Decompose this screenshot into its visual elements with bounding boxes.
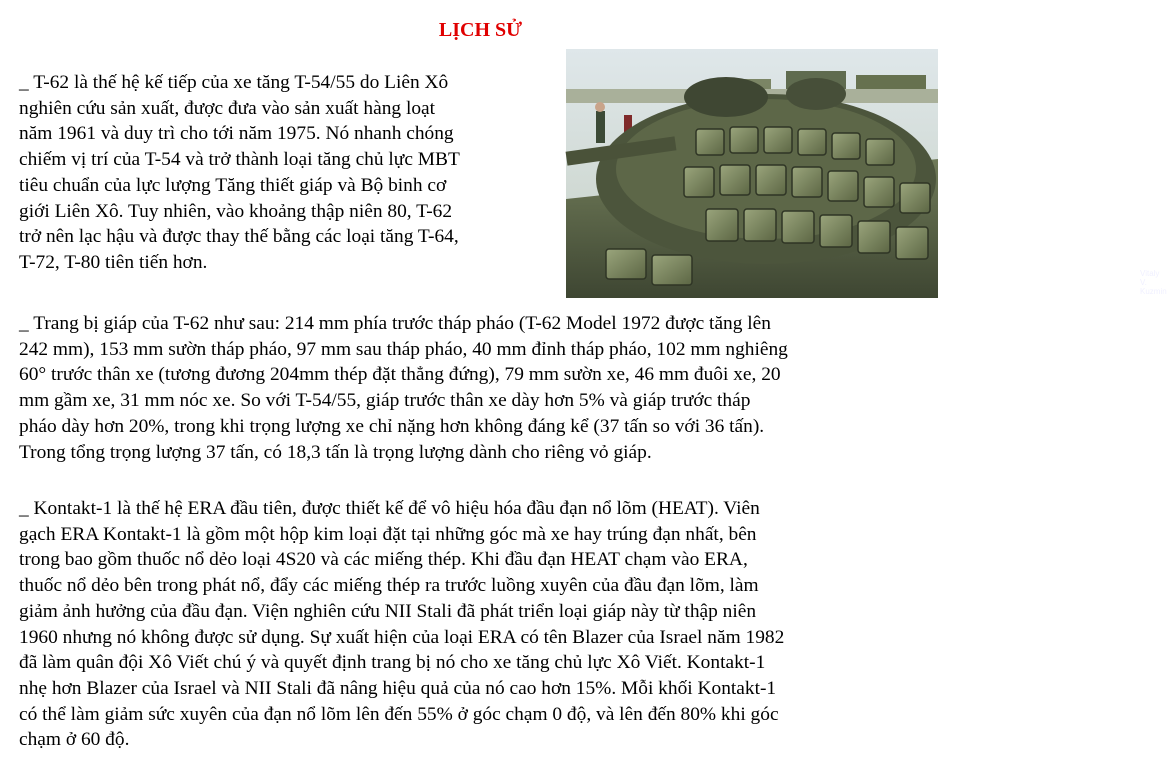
paragraph-kontakt <box>19 496 784 753</box>
text-line: pháo dày hơn 20%, trong khi trọng lượng xe chỉ nặng hơn không đáng kể (37 tấn so với 36 tấn). <box>19 415 765 437</box>
text-line: mm gầm xe, 31 mm nóc xe. So với T-54/55, giáp trước thân xe dày hơn 5% và giáp trước tháp <box>19 390 751 412</box>
text-line: trong bao gồm thuốc nổ dẻo loại 4S20 và các miếng thép. Khi đầu đạn HEAT chạm vào ERA, <box>19 549 748 571</box>
text-line: _ Kontakt-1 là thế hệ ERA đầu tiên, được thiết kế để vô hiệu hóa đầu đạn nổ lõm (HEAT). Viên <box>19 498 760 519</box>
text-line: thuốc nổ dẻo bên trong phát nổ, đẩy các miếng thép ra trước luồng xuyên của đầu đạn lõm, làm <box>19 575 759 597</box>
tank-turret-photo <box>566 49 1167 298</box>
paragraph-armor <box>19 311 788 465</box>
text-line: _ Trang bị giáp của T-62 như sau: 214 mm phía trước tháp pháo (T-62 Model 1972 được tăng lên <box>19 313 771 334</box>
paragraph-history <box>19 70 460 276</box>
text-line: nghiên cứu sản xuất, được đưa vào sản xuất hàng loạt <box>19 97 436 119</box>
text-line: T-72, T-80 tiên tiến hơn. <box>19 251 208 273</box>
text-line: 242 mm), 153 mm sườn tháp pháo, 97 mm sau tháp pháo, 40 mm đỉnh tháp pháo, 102 mm nghiêng <box>19 338 788 360</box>
text-line: có thể làm giảm sức xuyên của đạn nổ lõm lên đến 55% ở góc chạm 0 độ, và lên đến 80% khi góc <box>19 703 779 725</box>
text-line: giảm ảnh hưởng của đầu đạn. Viện nghiên cứu NII Stali đã phát triển loại giáp này từ thập niên <box>19 600 757 622</box>
text-line: gạch ERA Kontakt-1 là gồm một hộp kim loại đặt tại những góc mà xe hay trúng đạn nhất, bên <box>19 523 757 545</box>
text-line: trở nên lạc hậu và được thay thế bằng các loại tăng T-64, <box>19 226 459 248</box>
text-line: _ T-62 là thế hệ kế tiếp của xe tăng T-54/55 do Liên Xô <box>19 72 449 93</box>
text-line: giới Liên Xô. Tuy nhiên, vào khoảng thập niên 80, T-62 <box>19 200 453 222</box>
text-line: chạm ở 60 độ. <box>19 729 130 751</box>
text-line: 60° trước thân xe (tương đương 204mm thép đặt thẳng đứng), 79 mm sườn xe, 46 mm đuôi xe, 20 <box>19 364 781 386</box>
text-line: đã làm quân đội Xô Viết chú ý và quyết định trang bị nó cho xe tăng chủ lực Xô Viết. Kontakt-1 <box>19 652 766 674</box>
text-line: Trong tổng trọng lượng 37 tấn, có 18,3 tấn là trọng lượng dành cho riêng vỏ giáp. <box>19 441 652 463</box>
photo-credit: Vitaly V. Kuzmin <box>1140 269 1167 296</box>
text-line: chiếm vị trí của T-54 và trở thành loại tăng chủ lực MBT <box>19 149 460 171</box>
text-line: tiêu chuẩn của lực lượng Tăng thiết giáp và Bộ binh cơ <box>19 174 447 196</box>
text-line: năm 1961 và duy trì cho tới năm 1975. Nó nhanh chóng <box>19 123 454 145</box>
tank-turret-illustration <box>566 49 938 298</box>
text-line: nhẹ hơn Blazer của Israel và NII Stali đã nâng hiệu quả của nó cao hơn 15%. Mỗi khối Kontakt-1 <box>19 677 777 699</box>
text-line: 1960 nhưng nó không được sử dụng. Sự xuất hiện của loại ERA có tên Blazer của Israel năm 1982 <box>19 626 785 648</box>
page-title: LỊCH SỬ <box>438 19 523 41</box>
